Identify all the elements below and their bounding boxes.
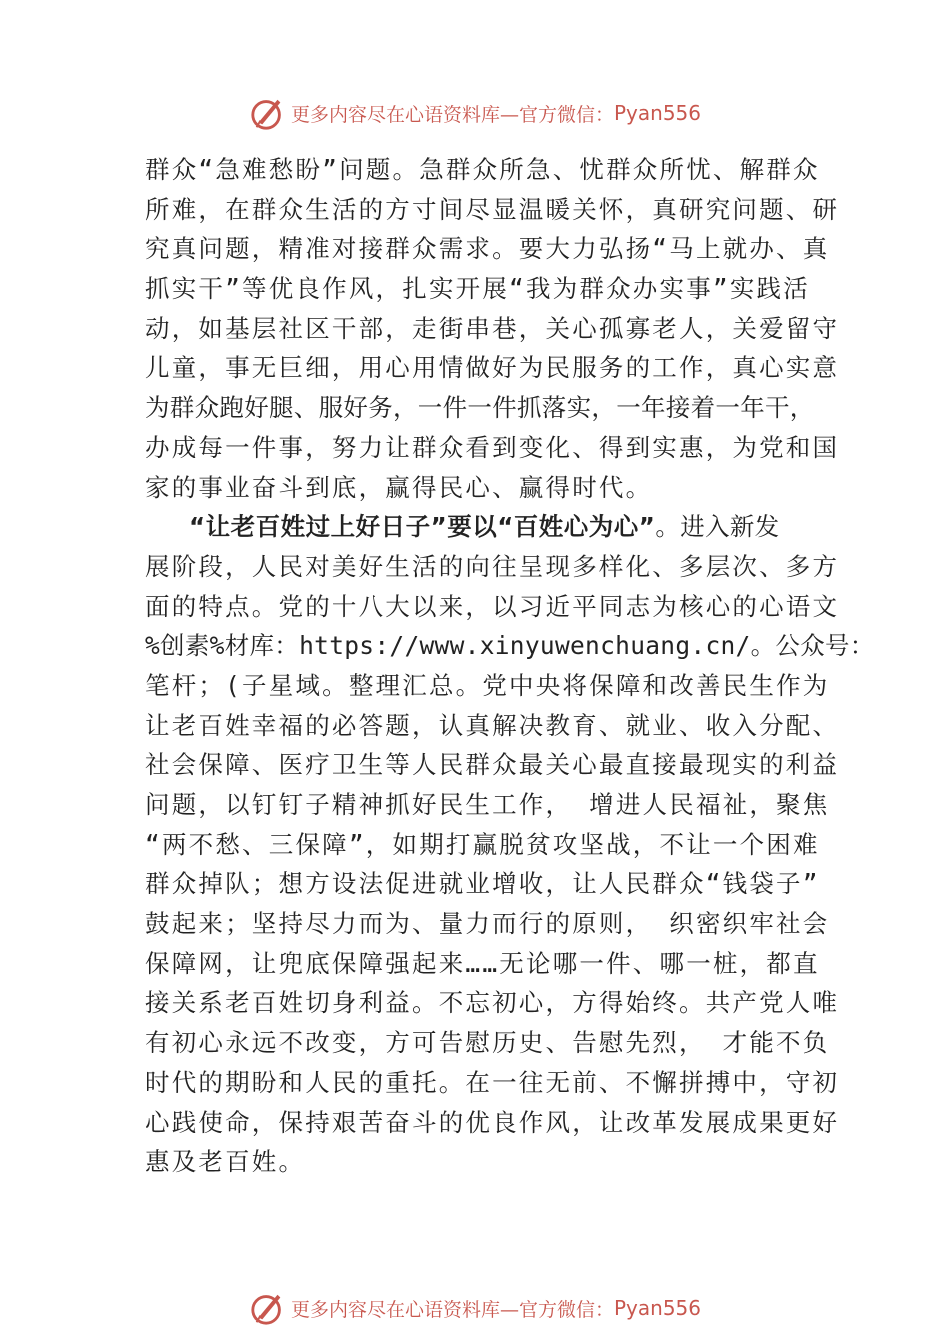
text-line-content: %创素%材库：https://www.xinyuwenchuang.cn/。公众号：: [145, 631, 875, 661]
text-line: 群众掉队；想方设法促进就业增收，让人民群众“钱袋子”: [145, 869, 820, 899]
section-heading-tail: 。进入新发: [655, 512, 780, 542]
text-line: 笔杆；(子星域。整理汇总。党中央将保障和改善民生作为: [145, 670, 830, 700]
document-body: [145, 150, 875, 1182]
text-line: [145, 626, 875, 666]
text-line: 问题，以钉钉子精神抓好民生工作， 增进人民福祉，聚焦: [145, 790, 830, 819]
text-line: 接关系老百姓切身利益。不忘初心，方得始终。共产党人唯: [145, 988, 840, 1018]
text-line: 面的特点。党的十八大以来，以习近平同志为核心的心语文: [145, 591, 840, 621]
text-line: 鼓起来；坚持尽力而为、量力而行的原则， 织密织牢社会: [145, 909, 830, 939]
quill-logo-icon: [249, 1289, 287, 1327]
text-line-content: 为群众跑好腿、服好务，一件一件抓落实，一年接着一年干，: [145, 393, 815, 423]
text-line: 动，如基层社区干部，走街串巷，关心孤寡老人，关爱留守: [145, 313, 840, 343]
text-line: 展阶段，人民对美好生活的向往呈现多样化、多层次、多方: [145, 551, 840, 581]
header-banner-text: 更多内容尽在心语资料库—官方微信：: [290, 103, 614, 126]
footer-banner-text: 更多内容尽在心语资料库—官方微信：: [290, 1298, 614, 1321]
text-line: 心践使命，保持艰苦奋斗的优良作风，让改革发展成果更好: [145, 1107, 840, 1137]
text-line: 时代的期盼和人民的重托。在一往无前、不懈拼搏中，守初: [145, 1067, 840, 1097]
text-line: 究真问题，精准对接群众需求。要大力弘扬“马上就办、真: [145, 234, 830, 264]
section-heading: “让老百姓过上好日子”要以“百姓心为心”: [189, 512, 656, 542]
text-line: 儿童，事无巨细，用心用情做好为民服务的工作，真心实意: [145, 353, 840, 383]
text-line: 所难，在群众生活的方寸间尽显温暖关怀，真研究问题、研: [145, 194, 840, 224]
text-line: 抓实干”等优良作风，扎实开展“我为群众办实事”实践活: [145, 274, 810, 304]
text-line: 家的事业奋斗到底，赢得民心、赢得时代。: [145, 472, 653, 502]
header-banner: [0, 93, 950, 133]
text-line: 办成每一件事，努力让群众看到变化、得到实惠，为党和国: [145, 432, 840, 462]
section-heading-line: [145, 507, 810, 547]
footer-banner: [0, 1288, 950, 1328]
text-line: “两不愁、三保障”，如期打赢脱贫攻坚战，不让一个困难: [145, 829, 820, 859]
quill-logo-icon: [249, 94, 287, 132]
text-line: [145, 388, 815, 428]
footer-banner-id: Pyan556: [614, 1296, 702, 1320]
text-line: 保障网，让兜底保障强起来……无论哪一件、哪一桩，都直: [145, 948, 820, 978]
text-line: 群众“急难愁盼”问题。急群众所急、忧群众所忧、解群众: [145, 155, 820, 184]
header-banner-id: Pyan556: [614, 101, 702, 125]
text-line: 让老百姓幸福的必答题，认真解决教育、就业、收入分配、: [145, 710, 840, 740]
text-line: 有初心永远不改变，方可告慰历史、告慰先烈， 才能不负: [145, 1028, 830, 1058]
text-line: 社会保障、医疗卫生等人民群众最关心最直接最现实的利益: [145, 750, 840, 780]
text-line: 惠及老百姓。: [145, 1147, 306, 1177]
